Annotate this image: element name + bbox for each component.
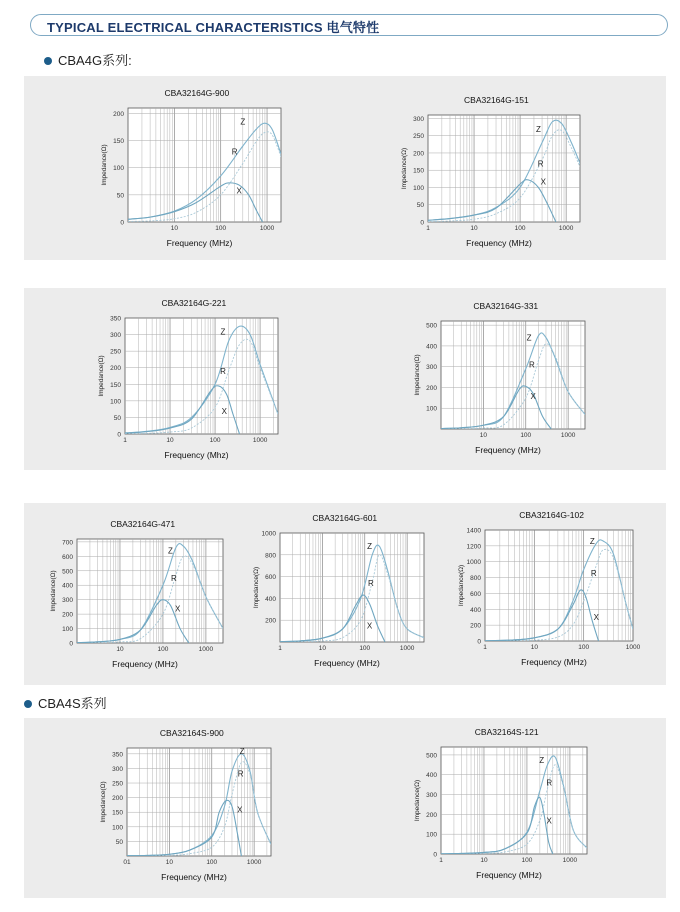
x-axis-label: Frequency (MHz) [161,872,227,882]
curve-label-z: Z [367,542,373,552]
impedance-chart-1 [88,82,293,258]
y-tick-label: 100 [62,626,73,634]
y-tick-label: 800 [470,575,481,583]
y-axis-label: Impedance(Ω) [414,779,421,822]
x-axis-label: Frequency (Mhz) [164,450,229,460]
curve-label-z: Z [539,755,545,765]
impedance-chart-6 [240,507,436,678]
y-axis-label: Impedance(Ω) [253,566,260,609]
x-axis-label: Frequency (MHz) [521,657,587,667]
x-tick-label: 1000 [399,645,415,652]
curve-label-r: R [529,360,535,370]
x-tick-label: 1000 [560,432,576,439]
impedance-chart-9 [401,721,599,890]
y-tick-label: 400 [470,606,481,614]
y-tick-label: 200 [413,150,424,158]
x-tick-label: 1000 [562,857,578,864]
y-tick-label: 300 [426,364,437,372]
y-tick-label: 150 [110,381,121,389]
curve-label-z: Z [535,124,541,134]
plot-area [128,108,281,222]
series-heading-cba4s-label: CBA4S系列 [38,696,107,711]
series-heading-cba4s [24,693,107,712]
x-tick-label: 01 [123,859,131,866]
y-tick-label: 400 [426,772,437,780]
y-tick-label: 400 [426,343,437,351]
curve-label-x: X [237,805,243,815]
y-axis-label: Impedance(Ω) [414,354,421,396]
impedance-chart-2 [388,89,592,258]
y-tick-label: 50 [116,192,124,200]
section-header [30,14,668,36]
impedance-chart-8 [87,722,283,892]
y-tick-label: 350 [112,751,123,759]
x-axis-label: Frequency (MHz) [112,659,178,669]
x-tick-label: 10 [116,646,124,653]
y-tick-label: 50 [416,202,424,210]
y-tick-label: 100 [426,831,437,839]
y-tick-label: 0 [69,640,73,648]
y-tick-label: 400 [62,582,73,590]
chart-title: CBA32164G-151 [464,95,529,105]
y-axis-label: Impedance(Ω) [100,781,107,823]
x-tick-label: 10 [480,857,488,864]
y-tick-label: 300 [413,115,424,123]
x-tick-label: 100 [520,432,532,439]
y-tick-label: 100 [413,184,424,192]
curve-label-r: R [546,778,553,788]
curve-label-z: Z [526,333,532,343]
x-tick-label: 10 [318,645,326,652]
series-heading-cba4g [44,50,132,69]
x-tick-label: 1000 [246,859,262,866]
x-tick-label: 1000 [625,644,641,651]
y-tick-label: 250 [413,133,424,141]
curve-label-x: X [593,613,599,623]
y-tick-label: 100 [112,824,123,832]
x-tick-label: 1000 [252,437,268,444]
chart-title: CBA32164G-102 [519,510,584,520]
curve-label-x: X [530,391,536,401]
bullet-icon [24,700,32,708]
chart-title: CBA32164G-601 [312,513,378,523]
y-tick-label: 250 [110,348,121,356]
y-tick-label: 1200 [466,543,481,551]
y-tick-label: 600 [470,590,481,598]
x-tick-label: 100 [359,645,371,652]
curve-label-x: X [366,621,373,631]
y-tick-label: 350 [110,315,121,323]
chart-title: CBA32164G-331 [473,301,539,311]
curve-label-r: R [590,568,597,578]
chart-title: CBA32164G-221 [161,298,227,308]
curve-label-r: R [368,579,374,589]
y-tick-label: 150 [413,167,424,175]
bullet-icon [44,57,52,65]
curve-label-z: Z [168,546,173,556]
x-tick-label: 100 [578,644,590,651]
impedance-chart-4 [401,295,597,465]
x-tick-label: 1 [483,644,487,651]
x-tick-label: 1 [278,645,282,652]
x-tick-label: 1 [439,857,443,864]
x-tick-label: 100 [157,646,169,653]
y-tick-label: 1000 [466,559,481,567]
impedance-chart-3 [85,292,290,470]
x-tick-label: 100 [206,859,218,866]
x-axis-label: Frequency (MHz) [314,658,380,668]
x-tick-label: 100 [209,437,221,444]
x-axis-label: Frequency (MHz) [166,238,233,248]
x-tick-label: 100 [521,857,533,864]
y-axis-label: Impedance(Ω) [401,147,408,190]
y-tick-label: 200 [265,617,276,625]
y-tick-label: 0 [477,638,481,646]
x-tick-label: 1000 [259,225,275,232]
plot-area [485,530,633,641]
curve-label-x: X [236,186,242,196]
y-tick-label: 600 [62,553,73,561]
y-tick-label: 100 [110,398,121,406]
y-axis-label: Impedance(Ω) [50,570,57,612]
y-tick-label: 200 [426,384,437,392]
y-tick-label: 0 [120,219,124,227]
y-axis-label: Impedance(Ω) [98,355,105,397]
y-tick-label: 300 [110,332,121,340]
y-tick-label: 1000 [261,530,276,538]
y-tick-label: 200 [470,622,481,630]
curve-label-x: X [546,816,552,826]
curve-label-x: X [540,177,547,187]
y-tick-label: 500 [426,752,437,760]
chart-title: CBA32164G-900 [164,88,230,98]
y-tick-label: 150 [113,138,124,146]
y-tick-label: 200 [110,365,121,373]
curve-label-x: X [174,604,181,614]
y-tick-label: 250 [112,780,123,788]
x-axis-label: Frequency (MHz) [476,870,542,880]
x-tick-label: 100 [514,225,526,232]
y-tick-label: 1400 [466,527,481,535]
x-axis-label: Frequency (MHz) [466,238,532,248]
y-tick-label: 700 [62,539,73,547]
y-tick-label: 200 [62,611,73,619]
y-tick-label: 200 [113,110,124,118]
plot-area [428,115,580,222]
x-tick-label: 10 [170,225,178,232]
y-tick-label: 50 [113,414,121,422]
x-axis-label: Frequency (MHz) [475,445,541,455]
y-tick-label: 300 [426,792,437,800]
y-tick-label: 100 [113,165,124,173]
y-tick-label: 600 [265,574,276,582]
y-tick-label: 400 [265,595,276,603]
x-tick-label: 1 [123,437,127,444]
impedance-chart-5 [37,513,235,679]
x-tick-label: 10 [165,859,173,866]
curve-label-r: R [237,769,244,779]
impedance-chart-7 [445,504,645,677]
header-title: TYPICAL ELECTRICAL CHARACTERISTICS 电气特性 [47,20,380,35]
series-heading-cba4g-label: CBA4G系列: [58,53,132,68]
x-tick-label: 10 [530,644,538,651]
curve-label-z: Z [239,746,245,756]
y-tick-label: 200 [426,811,437,819]
y-axis-label: Impedance(Ω) [101,144,108,186]
y-tick-label: 300 [112,765,123,773]
y-tick-label: 150 [112,809,123,817]
y-tick-label: 800 [265,552,276,560]
y-tick-label: 0 [117,431,121,439]
x-tick-label: 1000 [198,646,214,653]
curve-label-z: Z [240,117,246,127]
x-tick-label: 100 [215,225,227,232]
x-tick-label: 10 [166,437,174,444]
x-tick-label: 10 [470,225,478,232]
y-tick-label: 500 [62,568,73,576]
y-tick-label: 0 [420,219,424,227]
y-tick-label: 200 [112,795,123,803]
curve-label-r: R [220,367,226,377]
curve-label-z: Z [220,327,226,337]
curve-label-r: R [171,574,177,583]
chart-title: CBA32164G-471 [110,519,176,529]
y-tick-label: 100 [426,405,437,413]
y-axis-label: Impedance(Ω) [458,564,465,607]
y-tick-label: 500 [426,322,437,330]
chart-title: CBA32164S-900 [159,728,224,738]
chart-title: CBA32164S-121 [474,727,539,737]
y-tick-label: 50 [115,838,123,846]
curve-label-r: R [231,147,238,157]
curve-label-x: X [221,406,227,416]
curve-label-z: Z [589,537,595,547]
x-tick-label: 1 [426,225,430,232]
y-tick-label: 300 [62,597,73,605]
x-tick-label: 10 [479,432,487,439]
x-tick-label: 1000 [558,225,574,232]
curve-label-r: R [537,159,544,169]
y-tick-label: 0 [433,851,437,859]
